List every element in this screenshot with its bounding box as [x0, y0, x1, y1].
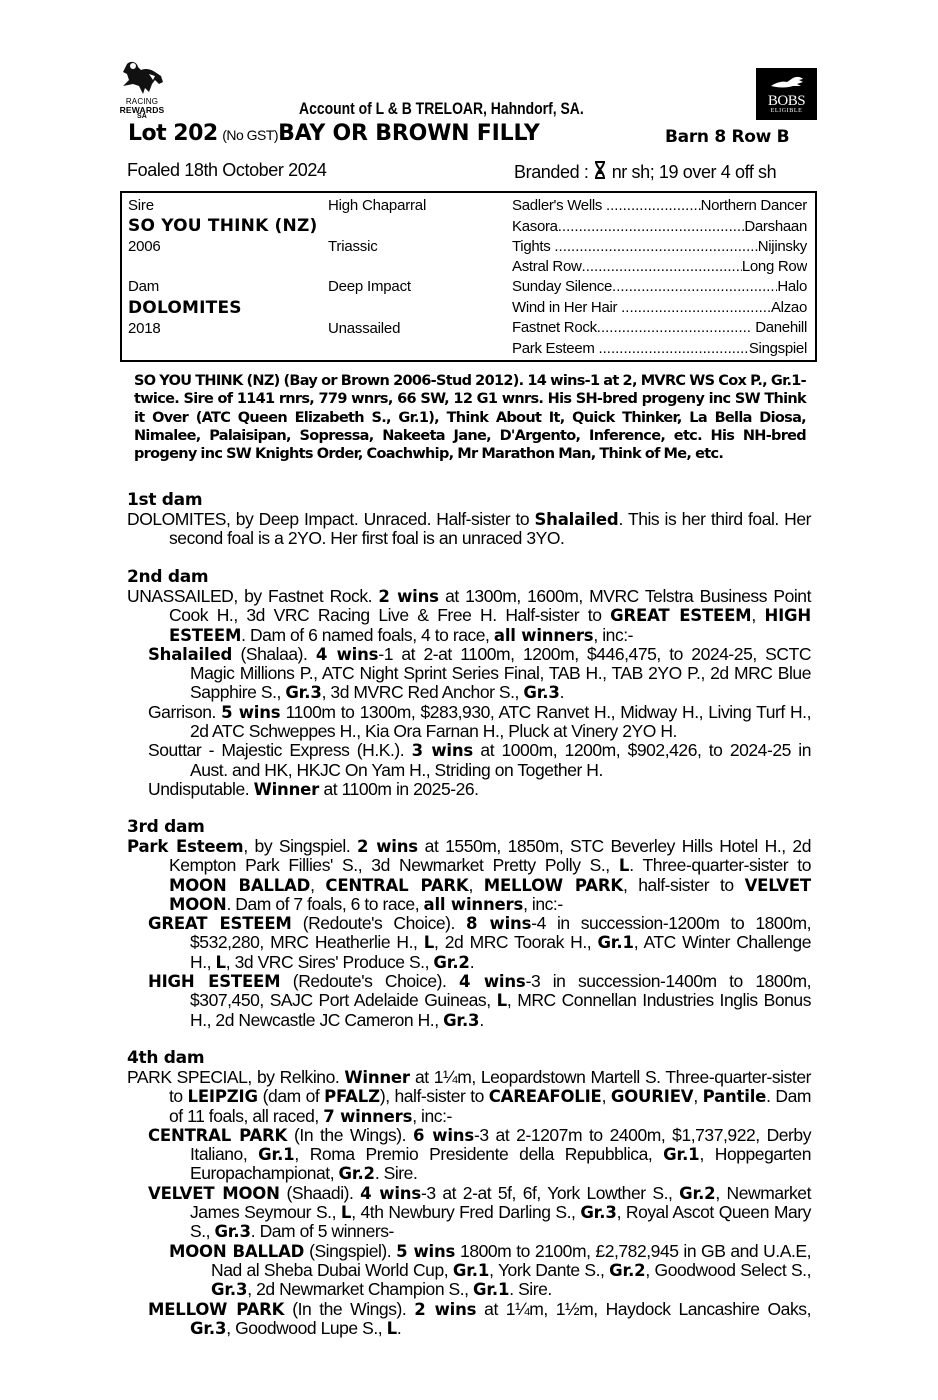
gen3-row — [512, 299, 807, 316]
section-heading: 4th dam — [127, 1048, 205, 1068]
section-heading: 2nd dam — [127, 567, 209, 587]
progeny-entry: CENTRAL PARK (In the Wings). 6 wins-3 at 2-1207m to 2400m, $1,737,922, Derby Italiano, Gr.1, Roma Premio Presidente della Repubblica, Gr.1, Hoppegarten Europachampionat, Gr.2. Sire. — [148, 1124, 812, 1184]
pedigree-table — [120, 191, 817, 362]
branded-label: Branded : — [514, 162, 589, 182]
gen3-horse: Wind in Her Hair — [512, 299, 618, 316]
sire-summary: SO YOU THINK (NZ) (Bay or Brown 2006-Stud 2012). 14 wins-1 at 2, MVRC WS Cox P., Gr.1-twice. Sire of 1141 rnrs, 779 wnrs, 66 SW, 12 G1 wnrs. His SH-bred progeny inc SW Think it Over (ATC Queen Elizabeth S., Gr.1), Think About It, Quick Thinker, La Bella Diosa, Nimalee, Palaisipan, Sopressa, Nakeeta Jane, D'Argento, Inference, etc. His NH-bred progeny inc SW Knights Order, Coachwhip, Mr Marathon Man, Think of Me, etc. — [134, 373, 806, 463]
gen3-horse: Fastnet Rock — [512, 319, 597, 336]
dam-name: DOLOMITES — [128, 298, 242, 318]
dam-sire: Deep Impact — [328, 278, 411, 295]
gen3-sire: Northern Dancer — [700, 197, 807, 214]
progeny-entry: MOON BALLAD (Singspiel). 5 wins 1800m to 2100m, £2,782,945 in GB and U.A.E, Nad al Sheba Dubai World Cup, Gr.1, York Dante S., Gr.2, Goodwood Select S., Gr.3, 2d Newmarket Champion S., Gr.1. Sire. — [169, 1240, 811, 1300]
gen3-sire: Alzao — [770, 299, 807, 316]
third-dam-section — [127, 818, 811, 1030]
progeny-entry: GREAT ESTEEM (Redoute's Choice). 8 wins-4 in succession-1200m to 1800m, $532,280, MRC Heatherlie H., L, 2d MRC Toorak H., Gr.1, ATC Winter Challenge H., L, 3d VRC Sires' Produce S., Gr.2. — [148, 913, 811, 972]
leader-dots — [621, 299, 771, 316]
sire-label: Sire — [128, 197, 154, 214]
gen3-row — [512, 319, 807, 336]
sire-dam: Triassic — [328, 238, 378, 255]
bobs-word: BOBS — [767, 93, 806, 109]
gen3-horse: Sunday Silence — [512, 278, 613, 295]
dam-label: Dam — [128, 278, 160, 295]
leader-dots — [582, 258, 742, 275]
leader-dots — [606, 197, 701, 214]
progeny-entry: Shalailed (Shalaa). 4 wins-1 at 2-at 1100m, 1200m, $446,475, to 2024-25, SCTC Magic Millions P., ATC Night Sprint Series Final, TAB H., TAB 2YO P., 2d MRC Blue Sapphire S., Gr.3, 3d MVRC Red Anchor S., Gr.3. — [148, 643, 812, 703]
gen3-sire: Halo — [777, 278, 807, 295]
leader-dots — [598, 340, 748, 357]
second-dam-section — [127, 568, 811, 799]
gen3-row — [512, 238, 807, 255]
gen3-sire: Nijinsky — [757, 238, 807, 255]
gen3-sire: Singspiel — [748, 340, 807, 357]
leader-dots — [558, 218, 745, 235]
barn-location: Barn 8 Row B — [665, 127, 790, 147]
fourth-dam-section — [127, 1049, 811, 1338]
progeny-entry: Garrison. 5 wins 1100m to 1300m, $283,930, ATC Ranvet H., Midway H., Living Turf H., 2d ATC Schweppes H., Kia Ora Farnan H., Pluck at Vinery 2YO H. — [148, 701, 811, 742]
bobs-sub: ELIGIBLE — [770, 108, 803, 114]
dam-paragraph: Park Esteem, by Singspiel. 2 wins at 1550m, 1850m, STC Beverley Hills Hotel H., 2d Kempton Park Fillies' S., 3d Newmarket Pretty Polly S., L. Three-quarter-sister to MOON BALLAD, CENTRAL PARK, MELLOW PARK, half-sister to VELVET MOON. Dam of 7 foals, 6 to race, all winners, inc:- — [127, 836, 811, 914]
foaled-date: Foaled 18th October 2024 — [127, 160, 327, 180]
progeny-entry: Souttar - Majestic Express (H.K.). 3 wins at 1000m, 1200m, $902,426, to 2024-25 in Aust. and HK, HKJC On Yam H., Striding on Together H. — [148, 740, 811, 780]
gen3-sire: Danehill — [755, 319, 807, 336]
dam-dam: Unassailed — [328, 320, 401, 337]
sire-sire: High Chaparral — [328, 197, 427, 214]
progeny-entry: VELVET MOON (Shaadi). 4 wins-3 at 2-at 5f, 6f, York Lowther S., Gr.2, Newmarket James Seymour S., L, 4th Newbury Fred Darling S., Gr.3, Royal Ascot Queen Mary S., Gr.3. Dam of 5 winners- — [148, 1182, 812, 1242]
logo-text-sa: SA — [136, 113, 148, 120]
leader-dots — [612, 278, 777, 295]
gen3-horse: Sadler's Wells — [512, 197, 603, 214]
section-heading: 3rd dam — [127, 817, 205, 837]
logo-text-racing: RACING — [125, 97, 159, 106]
gen3-row — [512, 340, 807, 357]
first-dam-section — [127, 491, 811, 549]
progeny-entry: Undisputable. Winner at 1100m in 2025-26. — [148, 778, 479, 799]
sire-name: SO YOU THINK (NZ) — [128, 216, 318, 236]
dam-paragraph: UNASSAILED, by Fastnet Rock. 2 wins at 1300m, 1600m, MVRC Telstra Business Point Cook H., 3d VRC Racing Live & Free H. Half-sister to GREAT ESTEEM, HIGH ESTEEM. Dam of 6 named foals, 4 to race, all winners, inc:- — [127, 586, 812, 645]
progeny-entry: HIGH ESTEEM (Redoute's Choice). 4 wins-3 in succession-1400m to 1800m, $307,450, SAJC Port Adelaide Guineas, L, MRC Connellan Industries Inglis Bonus H., 2d Newcastle JC Cameron H., Gr.3. — [148, 971, 812, 1030]
gen3-row — [512, 278, 807, 295]
gen3-sire: Long Row — [741, 258, 807, 275]
branded-value: nr sh; 19 over 4 off sh — [611, 162, 777, 182]
lot-number: Lot 202 — [128, 121, 218, 146]
gen3-horse: Tights — [512, 238, 551, 255]
horse-head-icon — [767, 72, 807, 92]
jockey-horse-icon — [119, 60, 165, 98]
gst-note: (No GST) — [222, 127, 279, 143]
dam-year: 2018 — [128, 320, 161, 337]
sire-year: 2006 — [128, 238, 161, 255]
racing-rewards-logo — [114, 60, 170, 124]
horse-description: BAY OR BROWN FILLY — [278, 121, 540, 146]
dam-paragraph: PARK SPECIAL, by Relkino. Winner at 1¼m, Leopardstown Martell S. Three-quarter-sister to LEIPZIG (dam of PFALZ), half-sister to CAREAFOLIE, GOURIEV, Pantile. Dam of 11 foals, all raced, 7 winners, inc:- — [127, 1067, 812, 1126]
lot-title — [128, 121, 540, 146]
section-heading: 1st dam — [127, 490, 203, 510]
vendor-account: Account of L & B TRELOAR, Hahndorf, SA. — [299, 99, 584, 118]
gen3-horse: Astral Row — [512, 258, 582, 275]
progeny-entry: MELLOW PARK (In the Wings). 2 wins at 1¼m, 1½m, Haydock Lancashire Oaks, Gr.3, Goodwood Lupe S., L. — [148, 1298, 811, 1338]
branded-info — [514, 160, 776, 183]
brand-mark-icon — [593, 160, 607, 180]
gen3-row — [512, 197, 807, 214]
dam-paragraph: DOLOMITES, by Deep Impact. Unraced. Half-sister to Shalailed. This is her third foal. Her second foal is a 2YO. Her first foal is an unraced 3YO. — [127, 509, 811, 549]
gen3-horse: Park Esteem — [512, 340, 595, 357]
bobs-eligible-logo — [756, 68, 817, 120]
gen3-sire: Darshaan — [744, 218, 807, 235]
gen3-horse: Kasora — [512, 218, 558, 235]
leader-dots — [554, 238, 757, 255]
leader-dots — [597, 319, 752, 336]
gen3-row — [512, 218, 807, 235]
gen3-row — [512, 258, 807, 275]
logo-text-rewards: REWARDS — [119, 105, 165, 115]
